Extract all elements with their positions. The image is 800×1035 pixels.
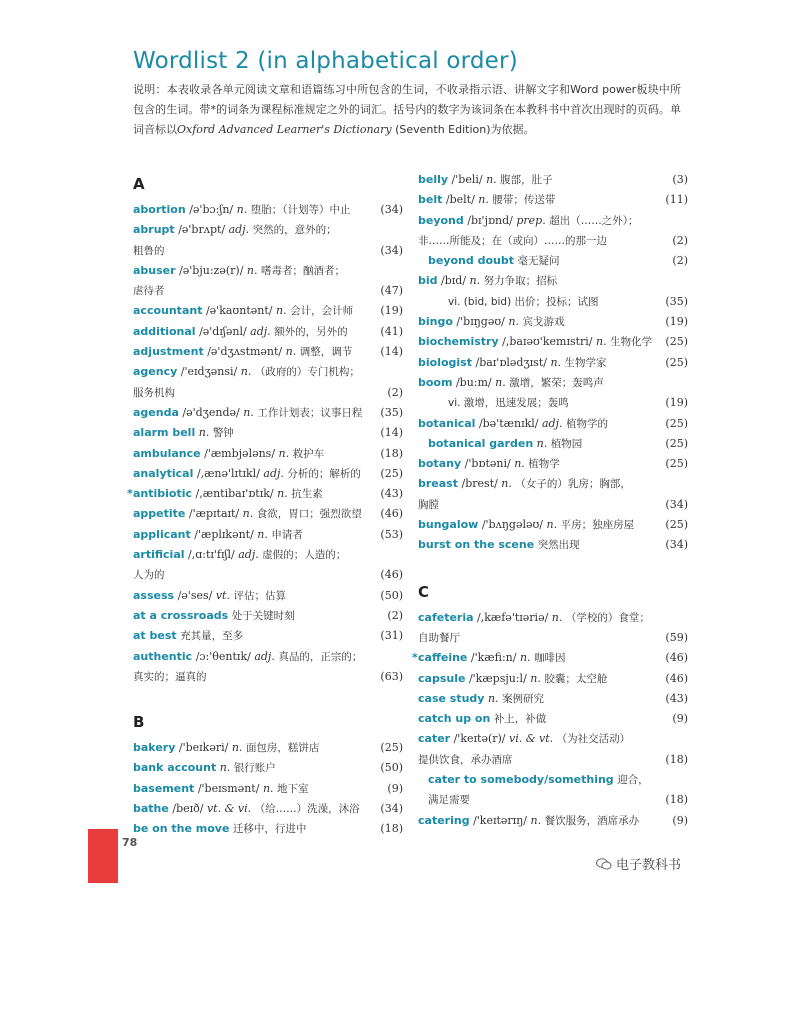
page-ref: (46) — [665, 671, 688, 685]
headword: biologist — [418, 355, 472, 369]
page-ref: (2) — [672, 254, 688, 268]
definition: 真品的，正宗的； — [278, 650, 363, 663]
part-of-speech: adj. — [228, 223, 250, 237]
headword: agency — [133, 365, 178, 379]
headword: bank account — [133, 761, 217, 775]
definition-cont: 满足需要 — [428, 794, 470, 807]
phonetic: /'eɪdʒənsi/ — [180, 365, 238, 379]
part-of-speech: n. — [495, 375, 506, 389]
page-title: Wordlist 2 (in alphabetical order) — [133, 48, 518, 74]
watermark — [596, 854, 681, 873]
headword: cafeteria — [418, 610, 474, 624]
definition: 毫无疑问 — [517, 255, 560, 268]
page-ref: (3) — [672, 173, 688, 186]
list-item — [133, 220, 403, 261]
definition: 抗生素 — [291, 488, 323, 501]
definition: 腰带；传送带 — [492, 194, 556, 207]
wechat-icon — [596, 858, 612, 870]
definition: 充其量，至多 — [180, 630, 244, 643]
definition-cont: 虐待者 — [133, 285, 165, 298]
page-ref: (9) — [672, 712, 688, 726]
page-ref: (18) — [380, 822, 403, 836]
page-ref: (46) — [380, 568, 403, 582]
list-item — [133, 504, 403, 524]
page-ref: (18) — [380, 446, 403, 460]
phonetic: /,baɪəʊ'kemɪstri/ — [502, 335, 593, 349]
part-of-speech: vi. & vt. — [509, 732, 554, 746]
definition: 面包房，糕饼店 — [245, 742, 320, 755]
part-of-speech: n. — [257, 527, 268, 541]
definition: 银行账户 — [233, 762, 276, 775]
headword: bid — [418, 274, 438, 288]
definition: 腹部，肚子 — [500, 174, 553, 186]
page-ref: (18) — [665, 752, 688, 766]
page-ref: (34) — [665, 497, 688, 511]
definition-cont: 人为的 — [133, 569, 165, 582]
part-of-speech: adj. — [238, 548, 259, 562]
part-of-speech: n. — [198, 426, 210, 440]
headword: cater to somebody/something — [428, 773, 614, 787]
phonetic: /bə'tænɪkl/ — [478, 416, 539, 430]
page-ref: (43) — [665, 691, 688, 705]
part-of-speech: n. — [486, 173, 497, 186]
definition: （学校的）食堂； — [565, 611, 650, 624]
list-item — [133, 799, 403, 819]
page-ref: (2) — [672, 233, 688, 247]
list-item — [418, 535, 688, 555]
definition: 调整，调节 — [299, 346, 353, 359]
definition: 激增，繁荣；轰鸣声 — [509, 376, 604, 389]
headword: appetite — [133, 507, 186, 521]
list-item — [418, 515, 688, 535]
definition: 处于关键时刻 — [231, 609, 295, 622]
headword: beyond — [418, 213, 464, 227]
part-of-speech: n. — [546, 518, 558, 532]
list-item — [418, 190, 688, 210]
definition: 食欲，胃口；强烈欲望 — [256, 508, 362, 521]
list-item — [418, 170, 688, 190]
page-ref: (14) — [380, 345, 403, 359]
page-ref: (14) — [380, 426, 403, 440]
watermark-text: 电子教科书 — [616, 858, 682, 873]
list-item — [418, 770, 688, 811]
part-of-speech: adj. — [541, 416, 563, 430]
part-of-speech: n. — [530, 813, 542, 827]
definition: 宾戈游戏 — [522, 316, 565, 329]
definition: 植物园 — [550, 437, 583, 450]
page-ref: (25) — [665, 457, 688, 471]
headword: at best — [133, 629, 177, 643]
headword: applicant — [133, 527, 191, 541]
definition-cont: 自助餐厅 — [418, 631, 460, 644]
phonetic: /brest/ — [461, 477, 498, 491]
phonetic: /,kæfə'tɪəriə/ — [477, 610, 549, 624]
part-of-speech: adj. — [254, 649, 275, 663]
definition: 迁移中，行进中 — [232, 823, 307, 836]
phonetic: /'bɒtəni/ — [464, 457, 511, 471]
definition: （女子的）乳房；胸部， — [515, 478, 631, 491]
page-ref: (59) — [665, 630, 688, 644]
headword: cater — [418, 732, 451, 746]
definition: 会计，会计师 — [290, 305, 354, 318]
right-column — [418, 170, 688, 831]
list-item — [418, 454, 688, 474]
headword: artificial — [133, 548, 185, 562]
headword: belly — [418, 173, 449, 186]
definition: 突然出现 — [537, 539, 580, 552]
page-ref: (35) — [665, 294, 688, 308]
definition: 生物学家 — [564, 356, 607, 369]
definition: 警钟 — [212, 427, 234, 440]
page-ref: (19) — [380, 304, 403, 318]
part-of-speech: vt. — [215, 588, 230, 602]
headword: bungalow — [418, 518, 479, 532]
entries-b-left — [133, 738, 403, 839]
phonetic: /'beɪkəri/ — [178, 741, 229, 755]
intro-dictionary-name: Oxford Advanced Learner's Dictionary — [177, 123, 392, 136]
page-ref: (19) — [665, 315, 688, 329]
definition-sense: vi. 激增，迅速发展；轰鸣 — [448, 397, 569, 410]
page-ref: (25) — [665, 436, 688, 450]
definition-cont: 粗鲁的 — [133, 244, 165, 257]
page-ref: (9) — [387, 781, 403, 795]
page-ref: (25) — [665, 518, 688, 532]
definition: 补上，补做 — [493, 713, 547, 726]
list-item — [133, 484, 403, 504]
page-ref: (18) — [665, 793, 688, 807]
list-item — [418, 251, 688, 271]
page-ref: (25) — [665, 416, 688, 430]
list-item — [418, 689, 688, 709]
part-of-speech: n. — [246, 263, 258, 277]
part-of-speech: vt. & vi. — [206, 802, 252, 816]
part-of-speech: n. — [530, 671, 541, 685]
list-item — [418, 729, 688, 770]
definition: 超出（……之外）； — [549, 214, 639, 227]
list-item — [133, 525, 403, 545]
headword: accountant — [133, 304, 203, 318]
page-ref: (31) — [380, 629, 403, 643]
page-ref: (41) — [380, 324, 403, 338]
headword: at a crossroads — [133, 608, 229, 622]
section-letter-c: C — [418, 582, 430, 601]
definition: 迎合， — [617, 774, 649, 787]
definition: 救护车 — [292, 447, 325, 460]
headword: bingo — [418, 315, 453, 329]
headword: authentic — [133, 649, 193, 663]
part-of-speech: n. — [275, 304, 287, 318]
definition: 工作计划表；议事日程 — [257, 406, 363, 419]
phonetic: /ə'bju:zə(r)/ — [179, 263, 244, 277]
page-ref: (47) — [380, 284, 403, 298]
phonetic: /baɪ'ɒlədʒɪst/ — [475, 355, 547, 369]
list-item — [133, 200, 403, 220]
definition: 餐饮服务，酒席承办 — [544, 814, 640, 827]
list-item — [418, 332, 688, 352]
part-of-speech: n. — [536, 436, 548, 450]
part-of-speech: n. — [243, 405, 254, 419]
part-of-speech: n. — [231, 741, 243, 755]
list-item — [418, 434, 688, 454]
page-ref: (25) — [665, 335, 688, 349]
definition: （给……）洗澡，沐浴 — [254, 803, 360, 816]
page-ref: (2) — [387, 608, 403, 622]
definition: （政府的）专门机构； — [254, 366, 360, 379]
definition: 植物学的 — [566, 417, 608, 430]
headword: adjustment — [133, 345, 204, 359]
entries-b-right — [418, 170, 688, 556]
page-ref: (43) — [380, 487, 403, 501]
list-item — [418, 271, 688, 312]
definition: 努力争取；招标 — [483, 275, 558, 288]
page-ref: (53) — [380, 527, 403, 541]
page-tab — [88, 829, 118, 883]
definition-cont: 胸膛 — [418, 498, 439, 511]
phonetic: /bɪd/ — [441, 274, 467, 288]
list-item — [418, 211, 688, 252]
page-ref: (34) — [380, 802, 403, 816]
phonetic: /ə'ses/ — [177, 588, 213, 602]
headword: assess — [133, 588, 175, 602]
definition: 申请者 — [271, 528, 303, 541]
list-item — [418, 353, 688, 373]
part-of-speech: n. — [508, 315, 519, 329]
list-item — [133, 626, 403, 646]
part-of-speech: n. — [236, 203, 248, 216]
list-item — [133, 545, 403, 586]
headword: additional — [133, 324, 196, 338]
definition: （为社交活动） — [556, 733, 631, 746]
list-item — [133, 423, 403, 443]
headword: abortion — [133, 203, 186, 216]
list-item — [133, 464, 403, 484]
phonetic: /'kæfi:n/ — [470, 651, 517, 665]
definition: 额外的，另外的 — [274, 325, 348, 338]
definition-cont: 非……所能及；在（或向）……的那一边 — [418, 234, 607, 247]
list-item — [133, 819, 403, 839]
part-of-speech: n. — [262, 781, 274, 795]
page-ref: (34) — [380, 243, 403, 257]
definition: 案例研究 — [502, 692, 545, 705]
page-ref: (34) — [380, 203, 403, 216]
phonetic: /bu:m/ — [455, 375, 492, 389]
phonetic: /'bɪŋgəʊ/ — [456, 315, 505, 329]
section-letter-a: A — [133, 175, 145, 193]
phonetic: /ə'bɔ:ʃn/ — [189, 203, 234, 216]
headword: abuser — [133, 263, 176, 277]
headword: boom — [418, 375, 453, 389]
list-item — [418, 474, 688, 515]
phonetic: /beɪð/ — [172, 802, 204, 816]
headword: alarm bell — [133, 426, 196, 440]
page-ref: (2) — [387, 385, 403, 399]
headword: * caffeine — [418, 651, 467, 664]
definition: 堕胎；（计划等）中止 — [250, 204, 351, 216]
page-ref: (46) — [665, 651, 688, 665]
list-item — [133, 362, 403, 403]
phonetic: /bɪ'jɒnd/ — [467, 213, 513, 227]
headword: bathe — [133, 802, 169, 816]
phonetic: /,æntibaɪ'ɒtɪk/ — [195, 487, 274, 501]
list-item — [133, 738, 403, 758]
headword: belt — [418, 193, 443, 207]
definition-cont: 真实的；逼真的 — [133, 670, 207, 683]
phonetic: /ə'dʒendə/ — [182, 405, 240, 419]
headword: catering — [418, 813, 470, 827]
part-of-speech: n. — [478, 193, 489, 207]
list-item — [133, 301, 403, 321]
headword: botany — [418, 457, 462, 471]
headword: analytical — [133, 466, 194, 480]
part-of-speech: n. — [277, 487, 288, 501]
page-ref: (25) — [665, 355, 688, 369]
list-item — [418, 312, 688, 332]
list-item — [418, 608, 688, 649]
list-item — [418, 709, 688, 729]
page-ref: (11) — [665, 193, 688, 207]
part-of-speech: adj. — [263, 466, 284, 480]
list-item — [418, 669, 688, 689]
phonetic: /'keɪtərɪŋ/ — [473, 813, 527, 827]
definition: 植物学 — [528, 458, 560, 471]
headword: breast — [418, 477, 458, 491]
list-item — [133, 647, 403, 688]
headword: bakery — [133, 741, 176, 755]
headword: * antibiotic — [133, 487, 192, 500]
page-ref: (50) — [380, 588, 403, 602]
intro-note — [133, 80, 681, 140]
phonetic: /ə'dɪʃənl/ — [199, 324, 247, 338]
page-ref: (63) — [380, 669, 403, 683]
list-item — [133, 322, 403, 342]
part-of-speech: n. — [514, 457, 525, 471]
list-item — [133, 779, 403, 799]
phonetic: /'kæpsju:l/ — [468, 671, 527, 685]
definition: 评估；估算 — [233, 589, 286, 602]
list-item — [418, 414, 688, 434]
phonetic: /'æpɪtaɪt/ — [188, 507, 240, 521]
page-ref: (50) — [380, 761, 403, 775]
phonetic: /'æplɪkənt/ — [194, 527, 254, 541]
phonetic: /,ɑ:tɪ'fɪʃl/ — [188, 548, 235, 562]
page-ref: (25) — [380, 741, 403, 755]
list-item — [418, 373, 688, 414]
phonetic: /ə'dʒʌstmənt/ — [207, 345, 283, 359]
page-ref: (35) — [380, 405, 403, 419]
entries-c — [418, 608, 688, 831]
page-ref: (34) — [665, 538, 688, 552]
part-of-speech: n. — [501, 477, 512, 491]
list-item — [133, 261, 403, 302]
part-of-speech: adj. — [250, 324, 271, 338]
list-item — [133, 758, 403, 778]
phonetic: /ə'brʌpt/ — [178, 223, 226, 237]
part-of-speech: n. — [219, 761, 231, 775]
definition: 分析的；解析的 — [287, 467, 361, 480]
entries-a — [133, 200, 403, 687]
headword: catch up on — [418, 712, 491, 726]
part-of-speech: n. — [240, 365, 252, 379]
list-item — [133, 342, 403, 362]
list-item — [418, 811, 688, 831]
part-of-speech: prep. — [516, 213, 546, 227]
list-item — [133, 586, 403, 606]
definition-cont: 提供饮食，承办酒席 — [418, 753, 513, 766]
definition: 虚假的；人造的； — [262, 549, 347, 562]
part-of-speech: n. — [551, 610, 563, 624]
phonetic: /belt/ — [445, 193, 475, 207]
headword: botanical — [418, 416, 476, 430]
definition: 生物化学 — [610, 336, 653, 349]
phonetic: /ɔ:'θentɪk/ — [195, 649, 251, 663]
headword: capsule — [418, 671, 466, 685]
list-item — [133, 444, 403, 464]
part-of-speech: n. — [596, 335, 607, 349]
definition: 地下室 — [277, 782, 309, 795]
phonetic: /'beɪsmənt/ — [197, 781, 260, 795]
headword: case study — [418, 691, 485, 705]
definition-sense: vi. (bid, bid) 出价；投标；试图 — [448, 295, 599, 308]
headword: basement — [133, 781, 195, 795]
part-of-speech: n. — [550, 355, 562, 369]
part-of-speech: n. — [487, 691, 499, 705]
page-ref: (19) — [665, 396, 688, 410]
definition: 胶囊；太空舱 — [544, 672, 608, 685]
list-item — [133, 403, 403, 423]
headword: burst on the scene — [418, 538, 535, 552]
page-ref: (46) — [380, 507, 403, 521]
left-column — [133, 172, 403, 840]
list-item — [418, 648, 688, 668]
definition-cont: 服务机构 — [133, 386, 175, 399]
headword: be on the move — [133, 822, 230, 836]
phonetic: /'bʌŋgələʊ/ — [481, 518, 544, 532]
intro-text-1: 说明：本表收录各单元阅读文章和语篇练习中所包含的生词，不收录指示语、讲解文字和Word power板块中所包含的生词。带*的词条为课程标准规定之外的词汇。括号内的数字为该词条在本教科书中首次出现时的页码。单词音标以 — [133, 83, 681, 136]
headword: abrupt — [133, 223, 175, 237]
definition: 突然的，意外的； — [252, 224, 337, 237]
phonetic: /'keɪtə(r)/ — [453, 732, 506, 746]
page-number: 78 — [122, 836, 138, 849]
headword: biochemistry — [418, 335, 499, 349]
phonetic: /,ænə'lɪtɪkl/ — [196, 466, 260, 480]
page-ref: (9) — [672, 813, 688, 827]
intro-text-2: (Seventh Edition)为依据。 — [391, 123, 535, 136]
definition: 平房；独座房屋 — [560, 519, 635, 532]
headword: agenda — [133, 405, 179, 419]
page-ref: (25) — [380, 466, 403, 480]
headword: botanical garden — [428, 436, 534, 450]
headword: beyond doubt — [428, 254, 514, 268]
headword: ambulance — [133, 446, 201, 460]
phonetic: /'beli/ — [451, 173, 483, 186]
part-of-speech: n. — [278, 446, 290, 460]
part-of-speech: n. — [469, 274, 481, 288]
definition: 咖啡因 — [534, 652, 566, 665]
section-letter-b: B — [133, 713, 145, 732]
part-of-speech: n. — [242, 507, 254, 521]
part-of-speech: n. — [519, 651, 531, 665]
phonetic: /'æmbjələns/ — [204, 446, 276, 460]
definition: 嗜毒者；酗酒者； — [261, 264, 345, 277]
part-of-speech: n. — [285, 345, 297, 359]
list-item — [133, 606, 403, 626]
phonetic: /ə'kaʊntənt/ — [205, 304, 273, 318]
